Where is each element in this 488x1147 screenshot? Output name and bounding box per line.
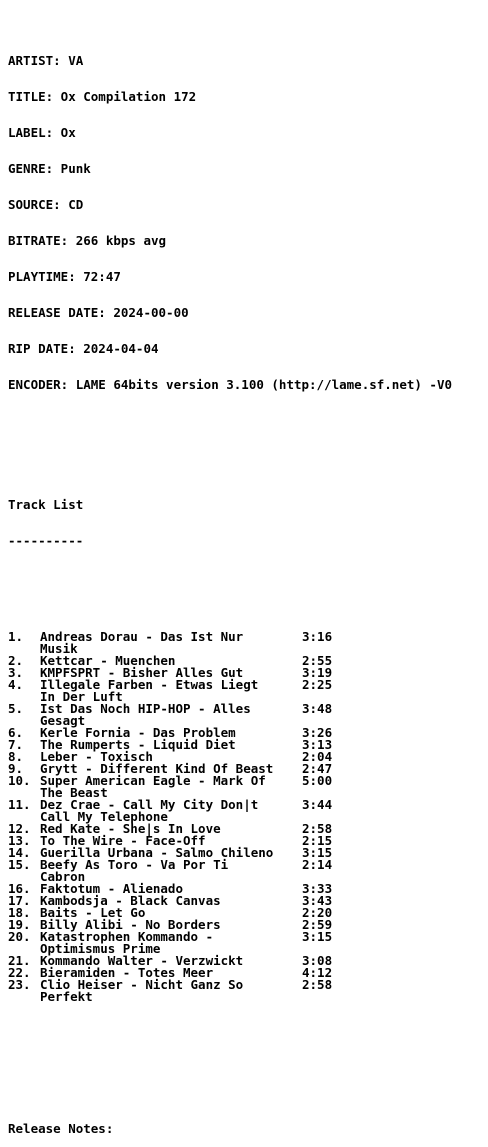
track-number: 16.: [8, 881, 31, 896]
track-duration: 2:58: [302, 977, 333, 992]
meta-source: SOURCE: CD: [8, 197, 84, 212]
track-row: [8, 667, 488, 679]
track-title: Kerle Fornia - Das Problem: [40, 725, 236, 740]
track-row: [8, 895, 488, 907]
meta-release-date: RELEASE DATE: 2024-00-00: [8, 305, 189, 320]
track-title-continuation: The Beast: [40, 785, 108, 800]
track-title: Ist Das Noch HIP-HOP - Alles: [40, 701, 251, 716]
track-number: 8.: [8, 749, 24, 764]
track-number: 9.: [8, 761, 24, 776]
track-duration: 3:15: [302, 845, 333, 860]
track-title: Andreas Dorau - Das Ist Nur: [40, 629, 244, 644]
track-number: 11.: [8, 797, 31, 812]
track-title: Dez Crae - Call My City Don|t: [40, 797, 259, 812]
track-duration: 2:14: [302, 857, 333, 872]
release-notes-heading: Release Notes:: [8, 1121, 114, 1136]
track-title: Clio Heiser - Nicht Ganz So: [40, 977, 244, 992]
track-row: [8, 799, 488, 811]
track-number: 10.: [8, 773, 31, 788]
track-duration: 3:13: [302, 737, 333, 752]
track-title-continuation: In Der Luft: [40, 689, 123, 704]
track-row: [8, 955, 488, 967]
track-row: [8, 775, 488, 787]
track-duration: 2:15: [302, 833, 333, 848]
track-title-continuation: Call My Telephone: [40, 809, 168, 824]
track-row: [8, 931, 488, 943]
track-row-continuation: [8, 787, 488, 799]
track-row-continuation: [8, 811, 488, 823]
track-number: 1.: [8, 629, 24, 644]
track-duration: 2:04: [302, 749, 333, 764]
track-title: Bieramiden - Totes Meer: [40, 965, 214, 980]
track-duration: 3:43: [302, 893, 333, 908]
track-duration: 3:19: [302, 665, 333, 680]
track-row: [8, 967, 488, 979]
track-number: 13.: [8, 833, 31, 848]
meta-title: TITLE: Ox Compilation 172: [8, 89, 197, 104]
track-duration: 2:25: [302, 677, 333, 692]
tracklist-heading: Track List: [8, 497, 84, 512]
track-row-continuation: [8, 871, 488, 883]
track-row-continuation: [8, 643, 488, 655]
track-title: Red Kate - She|s In Love: [40, 821, 221, 836]
track-title: Leber - Toxisch: [40, 749, 153, 764]
meta-label: LABEL: Ox: [8, 125, 76, 140]
track-title: KMPFSPRT - Bisher Alles Gut: [40, 665, 244, 680]
track-duration: 2:59: [302, 917, 333, 932]
track-duration: 2:58: [302, 821, 333, 836]
track-number: 18.: [8, 905, 31, 920]
track-row: [8, 739, 488, 751]
track-title: To The Wire - Face-Off: [40, 833, 206, 848]
track-number: 3.: [8, 665, 24, 680]
track-number: 4.: [8, 677, 24, 692]
track-number: 6.: [8, 725, 24, 740]
meta-genre: GENRE: Punk: [8, 161, 91, 176]
track-duration: 3:15: [302, 929, 333, 944]
track-duration: 3:08: [302, 953, 333, 968]
meta-playtime: PLAYTIME: 72:47: [8, 269, 121, 284]
track-row: [8, 727, 488, 739]
track-row: [8, 655, 488, 667]
meta-encoder: ENCODER: LAME 64bits version 3.100 (http://lame.sf.net) -V0: [8, 377, 453, 392]
track-number: 15.: [8, 857, 31, 872]
track-duration: 3:44: [302, 797, 333, 812]
track-number: 21.: [8, 953, 31, 968]
track-title: Kommando Walter - Verzwickt: [40, 953, 244, 968]
track-duration: 3:33: [302, 881, 333, 896]
track-title-continuation: Musik: [40, 641, 78, 656]
track-list: [8, 631, 488, 1003]
track-title: Super American Eagle - Mark Of: [40, 773, 266, 788]
track-number: 2.: [8, 653, 24, 668]
track-row: [8, 631, 488, 643]
track-title: Faktotum - Alienado: [40, 881, 183, 896]
track-row: [8, 847, 488, 859]
track-number: 20.: [8, 929, 31, 944]
track-title: Baits - Let Go: [40, 905, 146, 920]
track-duration: 4:12: [302, 965, 333, 980]
track-number: 19.: [8, 917, 31, 932]
track-number: 7.: [8, 737, 24, 752]
track-title: The Rumperts - Liquid Diet: [40, 737, 236, 752]
track-title: Billy Alibi - No Borders: [40, 917, 221, 932]
track-duration: 3:48: [302, 701, 333, 716]
track-title-continuation: Cabron: [40, 869, 86, 884]
track-row-continuation: [8, 715, 488, 727]
track-title: Katastrophen Kommando -: [40, 929, 214, 944]
track-number: 5.: [8, 701, 24, 716]
track-row: [8, 751, 488, 763]
track-row: [8, 859, 488, 871]
track-row-continuation: [8, 943, 488, 955]
track-row: [8, 907, 488, 919]
meta-rip-date: RIP DATE: 2024-04-04: [8, 341, 159, 356]
track-title-continuation: Optimismus Prime: [40, 941, 161, 956]
track-row: [8, 979, 488, 991]
tracklist-rule: ----------: [8, 533, 84, 548]
track-row: [8, 823, 488, 835]
track-row: [8, 835, 488, 847]
track-row: [8, 679, 488, 691]
track-title: Illegale Farben - Etwas Liegt: [40, 677, 259, 692]
track-row: [8, 763, 488, 775]
track-number: 17.: [8, 893, 31, 908]
track-title: Guerilla Urbana - Salmo Chileno: [40, 845, 274, 860]
track-row-continuation: [8, 991, 488, 1003]
track-duration: 2:55: [302, 653, 333, 668]
track-duration: 3:16: [302, 629, 333, 644]
track-title: Kambodsja - Black Canvas: [40, 893, 221, 908]
track-title-continuation: Perfekt: [40, 989, 93, 1004]
track-title: Kettcar - Muenchen: [40, 653, 176, 668]
track-row-continuation: [8, 691, 488, 703]
track-duration: 2:20: [302, 905, 333, 920]
meta-bitrate: BITRATE: 266 kbps avg: [8, 233, 167, 248]
track-duration: 3:26: [302, 725, 333, 740]
track-title: Grytt - Different Kind Of Beast: [40, 761, 274, 776]
track-row: [8, 883, 488, 895]
track-number: 14.: [8, 845, 31, 860]
track-row: [8, 919, 488, 931]
meta-artist: ARTIST: VA: [8, 53, 84, 68]
track-title: Beefy As Toro - Va Por Ti: [40, 857, 229, 872]
track-duration: 2:47: [302, 761, 333, 776]
track-number: 23.: [8, 977, 31, 992]
track-row: [8, 703, 488, 715]
metadata-block: [8, 31, 488, 415]
track-duration: 5:00: [302, 773, 333, 788]
track-title-continuation: Gesagt: [40, 713, 86, 728]
track-number: 12.: [8, 821, 31, 836]
track-number: 22.: [8, 965, 31, 980]
